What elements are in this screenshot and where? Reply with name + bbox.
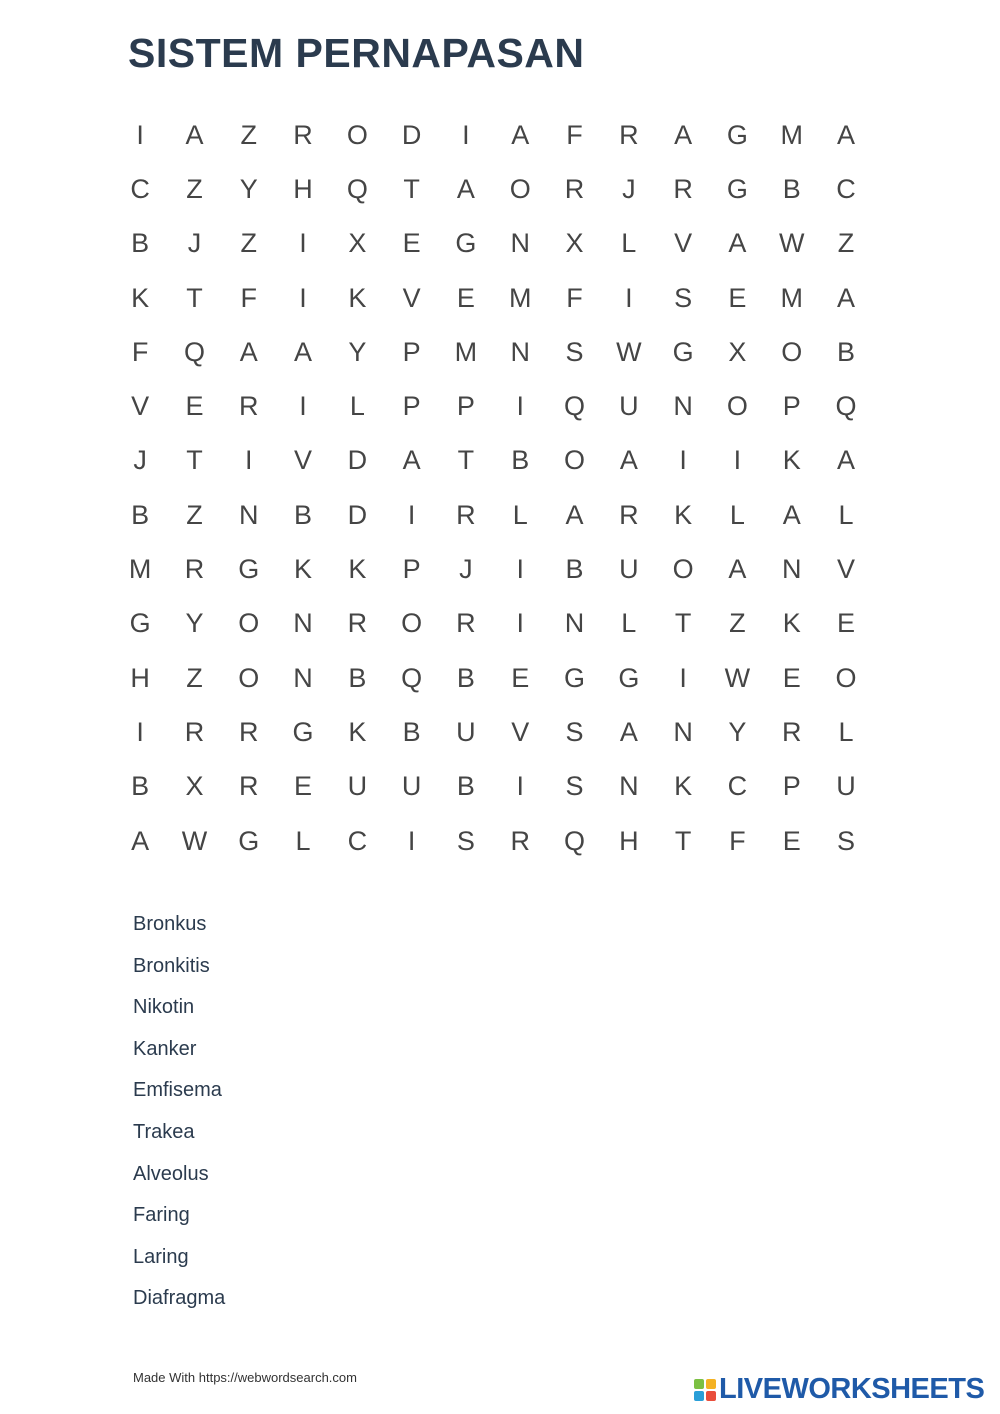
grid-cell[interactable]: N <box>564 608 585 639</box>
grid-cell[interactable]: M <box>128 554 152 585</box>
grid-cell[interactable]: R <box>456 499 476 530</box>
grid-cell[interactable]: M <box>454 336 478 367</box>
grid-cell[interactable]: A <box>402 445 421 476</box>
grid-cell[interactable]: Z <box>240 119 257 150</box>
grid-cell[interactable]: P <box>782 771 801 802</box>
grid-cell[interactable]: K <box>348 554 367 585</box>
grid-cell[interactable]: N <box>673 391 693 422</box>
grid-cell[interactable]: W <box>616 336 642 367</box>
grid-cell[interactable]: A <box>131 825 150 856</box>
word-list-item: Bronkus <box>133 913 207 935</box>
grid-cell[interactable]: S <box>565 336 584 367</box>
grid-cell[interactable]: J <box>622 173 636 204</box>
grid-cell[interactable]: R <box>619 499 639 530</box>
page-title: SISTEM PERNAPASAN <box>128 30 585 76</box>
grid-cell[interactable]: K <box>294 554 313 585</box>
grid-cell[interactable]: R <box>564 173 585 204</box>
grid-cell[interactable]: S <box>565 716 584 747</box>
liveworksheets-icon <box>694 1379 716 1401</box>
grid-cell[interactable]: R <box>781 716 802 747</box>
grid-cell[interactable]: T <box>186 282 203 313</box>
grid-cell[interactable]: U <box>401 771 422 802</box>
grid-cell[interactable]: T <box>403 173 420 204</box>
logo-tile <box>694 1379 704 1389</box>
grid-cell[interactable]: R <box>238 771 259 802</box>
grid-cell[interactable]: L <box>512 499 528 530</box>
grid-cell[interactable]: U <box>836 771 856 802</box>
grid-cell[interactable]: S <box>837 825 856 856</box>
grid-cell[interactable]: F <box>566 119 583 150</box>
grid-cell[interactable]: I <box>136 716 144 747</box>
grid-cell[interactable]: R <box>184 716 205 747</box>
grid-cell[interactable]: N <box>619 771 639 802</box>
grid-cell[interactable]: A <box>294 336 313 367</box>
grid-cell[interactable]: G <box>726 173 748 204</box>
grid-cell[interactable]: N <box>781 554 802 585</box>
grid-cell[interactable]: S <box>674 282 693 313</box>
grid-cell[interactable]: W <box>778 228 805 259</box>
grid-cell[interactable]: L <box>621 228 637 259</box>
grid-cell[interactable]: K <box>674 771 693 802</box>
grid-cell[interactable]: D <box>401 119 422 150</box>
grid-cell[interactable]: O <box>238 662 260 693</box>
grid-cell[interactable]: J <box>133 445 147 476</box>
grid-cell[interactable]: N <box>510 336 530 367</box>
grid-cell[interactable]: I <box>136 119 144 150</box>
grid-cell[interactable]: Z <box>240 228 257 259</box>
grid-cell[interactable]: G <box>672 336 694 367</box>
grid-cell[interactable]: P <box>456 391 475 422</box>
grid-cell[interactable]: A <box>619 716 638 747</box>
grid-cell[interactable]: A <box>456 173 475 204</box>
grid-cell[interactable]: Y <box>348 336 367 367</box>
grid-cell[interactable]: V <box>511 716 530 747</box>
grid-cell[interactable]: C <box>130 173 150 204</box>
grid-cell[interactable]: T <box>186 445 203 476</box>
grid-cell[interactable]: B <box>131 228 150 259</box>
grid-cell[interactable]: K <box>131 282 150 313</box>
grid-cell[interactable]: G <box>292 716 314 747</box>
grid-cell[interactable]: I <box>407 499 416 530</box>
grid-cell[interactable]: E <box>456 282 475 313</box>
liveworksheets-logo[interactable] <box>694 1373 984 1406</box>
grid-cell[interactable]: R <box>619 119 639 150</box>
grid-cell[interactable]: C <box>836 173 856 204</box>
grid-cell[interactable]: O <box>564 445 586 476</box>
grid-cell[interactable]: H <box>293 173 313 204</box>
grid-cell[interactable]: R <box>673 173 693 204</box>
grid-cell[interactable]: B <box>348 662 367 693</box>
grid-cell[interactable]: A <box>837 445 856 476</box>
word-list-item: Emfisema <box>133 1079 222 1102</box>
grid-cell[interactable]: R <box>238 716 259 747</box>
grid-cell[interactable]: B <box>456 662 475 693</box>
grid-cell[interactable]: N <box>293 608 313 639</box>
grid-cell[interactable]: I <box>407 825 416 856</box>
grid-cell[interactable]: T <box>674 825 692 856</box>
grid-cell[interactable]: K <box>348 282 367 313</box>
grid-cell[interactable]: A <box>782 499 801 530</box>
grid-cell[interactable]: Y <box>728 716 747 747</box>
word-list-item: Trakea <box>133 1120 195 1143</box>
grid-cell[interactable]: V <box>837 554 856 585</box>
grid-cell[interactable]: I <box>299 228 307 259</box>
grid-cell[interactable]: A <box>619 445 638 476</box>
grid-cell[interactable]: B <box>565 554 584 585</box>
grid-cell[interactable]: B <box>131 771 150 802</box>
grid-cell[interactable]: G <box>129 608 151 639</box>
grid-cell[interactable]: N <box>510 228 530 259</box>
grid-cell[interactable]: Z <box>729 608 746 639</box>
grid-cell[interactable]: E <box>511 662 530 693</box>
grid-cell[interactable]: E <box>294 771 313 802</box>
grid-cell[interactable]: K <box>674 499 693 530</box>
grid-cell[interactable]: R <box>293 119 313 150</box>
grid-cell[interactable]: M <box>780 119 803 150</box>
grid-cell[interactable]: B <box>511 445 530 476</box>
grid-cell[interactable]: F <box>131 336 149 367</box>
grid-cell[interactable]: E <box>185 391 204 422</box>
grid-cell[interactable]: I <box>516 391 524 422</box>
grid-cell[interactable]: Q <box>346 173 368 204</box>
grid-cell[interactable]: R <box>510 825 530 856</box>
grid-cell[interactable]: A <box>674 119 693 150</box>
grid-cell[interactable]: M <box>780 282 803 313</box>
grid-cell[interactable]: O <box>238 608 260 639</box>
grid-cell[interactable]: X <box>348 228 367 259</box>
grid-cell[interactable]: U <box>347 771 368 802</box>
grid-cell[interactable]: H <box>619 825 639 856</box>
grid-cell[interactable]: B <box>782 173 801 204</box>
grid-cell[interactable]: A <box>837 119 856 150</box>
grid-cell[interactable]: F <box>566 282 583 313</box>
grid-cell[interactable]: L <box>621 608 637 639</box>
grid-cell[interactable]: X <box>185 771 204 802</box>
grid-cell[interactable]: I <box>625 282 633 313</box>
grid-cell[interactable]: Y <box>185 608 204 639</box>
brand-name: LIVEWORKSHEETS <box>719 1373 985 1405</box>
word-list-item: Nikotin <box>133 996 195 1019</box>
grid-cell[interactable]: I <box>516 608 524 639</box>
grid-cell[interactable]: P <box>402 554 421 585</box>
grid-cell[interactable]: V <box>294 445 313 476</box>
word-list-item: Faring <box>133 1204 190 1227</box>
grid-cell[interactable]: D <box>347 445 368 476</box>
grid-cell[interactable]: D <box>347 499 368 530</box>
grid-cell[interactable]: O <box>672 554 694 585</box>
logo-tile <box>706 1391 716 1401</box>
grid-cell[interactable]: G <box>618 662 640 693</box>
grid-cell[interactable]: P <box>402 391 421 422</box>
grid-cell[interactable]: Q <box>564 825 586 856</box>
grid-cell[interactable]: N <box>673 716 693 747</box>
grid-cell[interactable]: Q <box>401 662 423 693</box>
grid-cell[interactable]: G <box>455 228 477 259</box>
grid-cell[interactable]: U <box>619 391 639 422</box>
logo-tile <box>694 1391 704 1401</box>
grid-cell[interactable]: S <box>456 825 475 856</box>
grid-cell[interactable]: Z <box>186 173 203 204</box>
grid-cell[interactable]: B <box>456 771 475 802</box>
grid-cell[interactable]: W <box>724 662 751 693</box>
grid-cell[interactable]: L <box>838 499 854 530</box>
grid-cell[interactable]: B <box>131 499 150 530</box>
grid-cell[interactable]: E <box>837 608 856 639</box>
grid-cell[interactable]: L <box>729 499 745 530</box>
grid-cell[interactable]: I <box>679 662 687 693</box>
grid-cell[interactable]: K <box>782 445 801 476</box>
grid-cell[interactable]: J <box>459 554 473 585</box>
grid-cell[interactable]: N <box>238 499 259 530</box>
grid-cell[interactable]: J <box>187 228 202 259</box>
grid-cell[interactable]: B <box>294 499 313 530</box>
grid-cell[interactable]: O <box>346 119 368 150</box>
grid-cell[interactable]: R <box>347 608 368 639</box>
grid-cell[interactable]: G <box>238 554 260 585</box>
grid-cell[interactable]: K <box>782 608 801 639</box>
grid-cell[interactable]: I <box>299 391 307 422</box>
grid-cell[interactable]: A <box>728 228 747 259</box>
grid-cell[interactable]: A <box>511 119 530 150</box>
grid-cell[interactable]: A <box>728 554 747 585</box>
grid-cell[interactable]: G <box>238 825 260 856</box>
grid-cell[interactable]: P <box>782 391 801 422</box>
grid-cell[interactable]: N <box>293 662 313 693</box>
grid-cell[interactable]: X <box>728 336 747 367</box>
word-list <box>133 910 225 1326</box>
word-list-item: Bronkitis <box>133 954 210 977</box>
grid-cell[interactable]: I <box>516 554 524 585</box>
logo-tile <box>706 1379 716 1389</box>
grid-cell[interactable]: B <box>402 716 421 747</box>
word-list-item: Alveolus <box>133 1162 209 1185</box>
grid-cell[interactable]: R <box>184 554 205 585</box>
grid-cell[interactable]: T <box>674 608 692 639</box>
grid-cell[interactable]: W <box>181 825 208 856</box>
grid-cell[interactable]: Q <box>564 391 586 422</box>
grid-cell[interactable]: U <box>456 716 476 747</box>
grid-cell[interactable]: E <box>782 825 801 856</box>
grid-cell[interactable]: T <box>457 445 475 476</box>
grid-cell[interactable]: I <box>679 445 687 476</box>
grid-cell[interactable]: S <box>565 771 584 802</box>
word-list-item: Kanker <box>133 1037 197 1060</box>
grid-cell[interactable]: G <box>726 119 748 150</box>
grid-cell[interactable]: I <box>462 119 470 150</box>
grid-cell[interactable]: L <box>295 825 311 856</box>
grid-cell[interactable]: I <box>244 445 253 476</box>
grid-cell[interactable]: K <box>348 716 367 747</box>
word-list-item: Diafragma <box>133 1287 226 1310</box>
grid-cell[interactable]: C <box>727 771 748 802</box>
grid-cell[interactable]: A <box>239 336 258 367</box>
footer-credit: Made With https://webwordsearch.com <box>133 1370 357 1385</box>
grid-cell[interactable]: O <box>726 391 748 422</box>
grid-cell[interactable]: Z <box>186 499 203 530</box>
grid-cell[interactable]: L <box>838 716 854 747</box>
grid-cell[interactable]: H <box>130 662 150 693</box>
grid-cell[interactable]: Z <box>837 228 855 259</box>
grid-cell[interactable]: M <box>508 282 532 313</box>
grid-cell[interactable]: Z <box>186 662 203 693</box>
grid-cell[interactable]: A <box>837 282 856 313</box>
grid-cell[interactable]: O <box>401 608 423 639</box>
word-list-item: Laring <box>133 1245 189 1268</box>
grid-cell[interactable]: A <box>185 119 204 150</box>
grid-cell[interactable]: A <box>565 499 584 530</box>
grid-cell[interactable]: U <box>619 554 639 585</box>
grid-cell[interactable]: Q <box>835 391 857 422</box>
grid-cell[interactable]: O <box>781 336 803 367</box>
grid-cell[interactable]: V <box>674 228 693 259</box>
grid-cell[interactable]: V <box>131 391 150 422</box>
grid-cell[interactable]: R <box>238 391 259 422</box>
grid-cell[interactable]: F <box>240 282 257 313</box>
grid-cell[interactable]: Q <box>183 336 205 367</box>
grid-cell[interactable]: G <box>564 662 586 693</box>
grid-cell[interactable]: C <box>347 825 368 856</box>
grid-cell[interactable]: I <box>299 282 307 313</box>
grid-cell[interactable]: B <box>837 336 856 367</box>
grid-cell[interactable]: X <box>565 228 584 259</box>
letter-grid <box>113 108 873 868</box>
grid-cell[interactable]: E <box>782 662 801 693</box>
grid-cell[interactable]: R <box>456 608 476 639</box>
grid-cell[interactable]: O <box>835 662 857 693</box>
grid-cell[interactable]: O <box>509 173 531 204</box>
grid-cell[interactable]: E <box>728 282 747 313</box>
grid-cell[interactable]: I <box>733 445 742 476</box>
grid-cell[interactable]: L <box>349 391 365 422</box>
grid-cell[interactable]: P <box>402 336 421 367</box>
grid-cell[interactable]: I <box>516 771 524 802</box>
grid-cell[interactable]: V <box>402 282 421 313</box>
grid-cell[interactable]: Y <box>239 173 258 204</box>
grid-cell[interactable]: E <box>402 228 421 259</box>
grid-cell[interactable]: F <box>729 825 746 856</box>
